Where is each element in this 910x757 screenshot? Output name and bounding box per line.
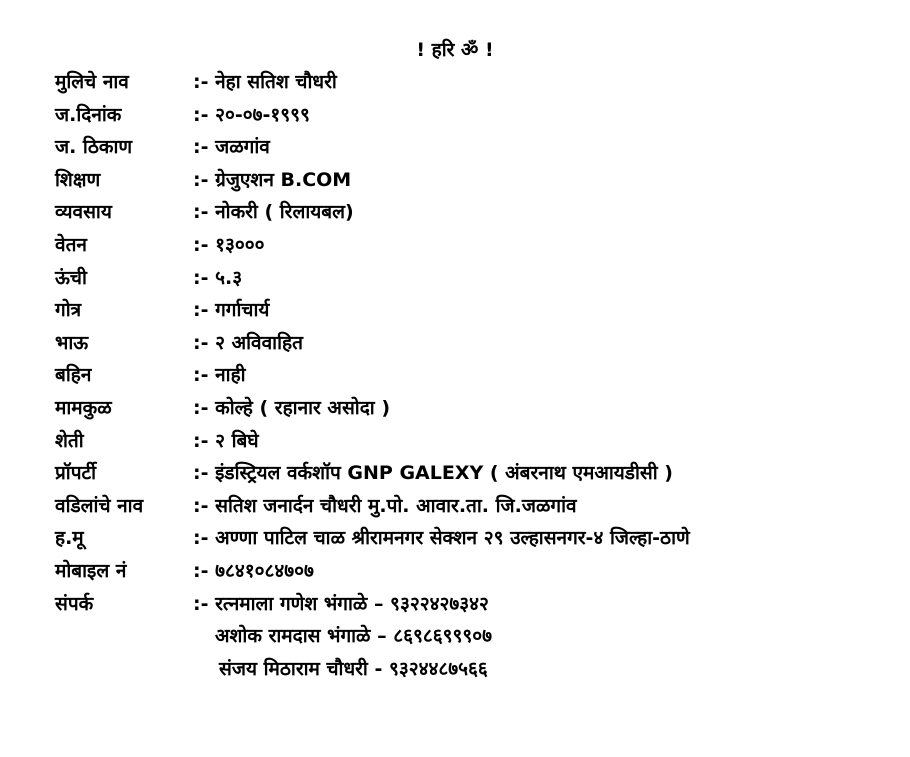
field-label: वेतन [55,233,87,256]
field-row-sisters [55,359,905,392]
field-value: :- ग्रेजुएशन B.COM [193,168,352,191]
field-row-residence [55,522,905,555]
field-row-property [55,457,905,490]
field-row-occupation [55,196,905,229]
field-value: :- नाही [193,364,246,387]
field-row-birth-date [55,99,905,132]
field-label: बहिन [55,364,92,387]
field-label: भाऊ [55,331,89,354]
field-row-birth-place [55,131,905,164]
field-value: :- इंडस्ट्रियल वर्कशॉप GNP GALEXY ( अंबरनाथ एमआयडीसी ) [193,462,673,485]
field-label: गोत्र [55,299,82,322]
field-label: मुलिचे नाव [55,71,129,93]
contact-line-3 [55,653,905,686]
field-value: :- ७८४१०८४७०७ [193,559,314,582]
field-row-father-name [55,490,905,523]
field-row-salary [55,229,905,262]
field-value: :- १३००० [193,233,265,256]
field-row-contact [55,588,905,621]
field-value: :- २ बिघे [193,429,259,452]
field-value: :- सतिश जनार्दन चौधरी मु.पो. आवार.ता. जि.जळगांव [193,494,577,517]
field-value: :- रत्नमाला गणेश भंगाळे – ९३२२४२७३४२ [193,592,489,615]
contact-line-2 [55,620,905,653]
field-label: प्रॉपर्टी [55,462,97,485]
field-value: :- २ अविवाहित [193,331,303,354]
field-label: शेती [55,429,84,452]
contact-value: अशोक रामदास भंगाळे – ८६९८६९९९०७ [215,625,493,648]
field-label: ऊंची [55,266,87,289]
field-row-brothers [55,327,905,360]
field-value: :- नेहा सतिश चौधरी [193,71,337,93]
field-row-mobile [55,555,905,588]
field-label: शिक्षण [55,168,101,191]
field-value: :- गर्गाचार्य [193,299,270,322]
field-row-gotra [55,294,905,327]
page-title: ! हरि ॐ ! [416,39,494,61]
field-value: :- कोल्हे ( रहानार असोदा ) [193,396,391,419]
field-label: व्यवसाय [55,201,112,224]
field-label: मोबाइल नं [55,559,127,582]
field-row-maternal-family [55,392,905,425]
field-value: :- जळगांव [193,136,270,159]
field-row-name [55,66,905,99]
field-value: :- २०-०७-१९९९ [193,103,310,126]
field-label: वडिलांचे नाव [55,494,144,517]
field-label: ज. ठिकाण [55,136,133,159]
field-label: ह.मू [55,527,84,550]
field-value: :- नोकरी ( रिलायबल) [193,201,354,224]
field-value: :- अण्णा पाटिल चाळ श्रीरामनगर सेक्शन २९ उल्हासनगर-४ जिल्हा-ठाणे [193,527,690,550]
field-label: ज.दिनांक [55,103,122,126]
field-value: :- ५.३ [193,266,243,289]
field-label: संपर्क [55,592,94,615]
biodata-fields [55,66,905,685]
field-row-farm-land [55,425,905,458]
field-row-height [55,262,905,295]
contact-value: संजय मिठाराम चौधरी - ९३२४४८७५६६ [219,657,488,680]
field-label: मामकुळ [55,396,112,419]
field-row-education [55,164,905,197]
